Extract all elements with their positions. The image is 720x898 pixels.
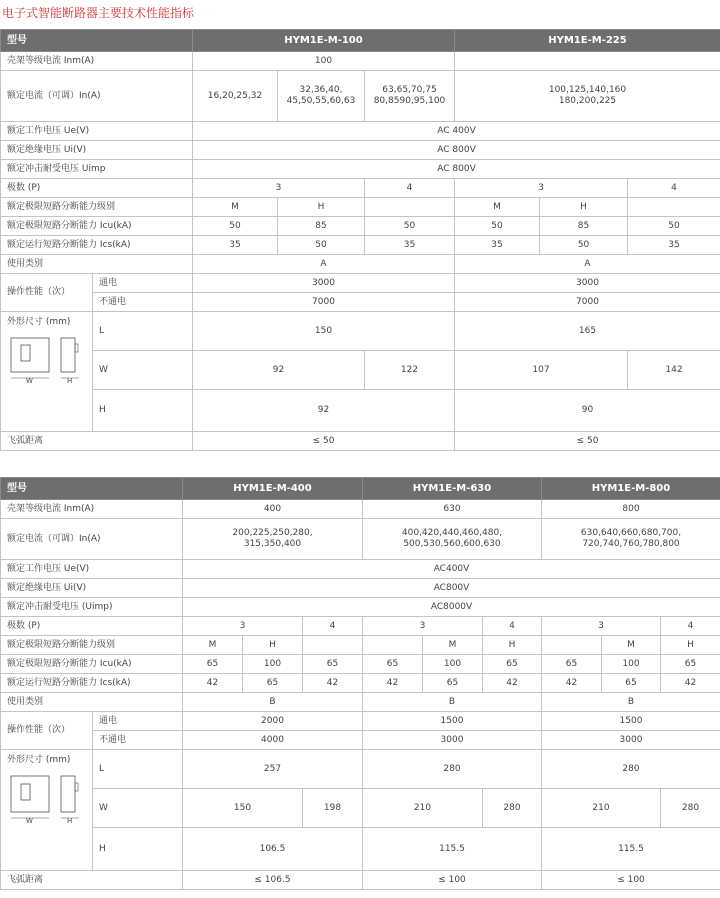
ics-value: 65 <box>243 674 303 693</box>
dim-L-row <box>1 312 720 351</box>
dim-H-value: 115.5 <box>363 828 542 871</box>
rated-voltage-row <box>1 560 720 579</box>
dim-L-value: 280 <box>363 750 542 789</box>
ics-value: 42 <box>661 674 720 693</box>
frame-current-label: 壳架等级电流 Inm(A) <box>1 52 193 71</box>
dim-W-value: 92 <box>193 351 365 390</box>
insulation-voltage-row <box>1 141 720 160</box>
dim-W-value: 280 <box>661 789 720 828</box>
arc-value: ≤ 100 <box>363 871 542 890</box>
non-energized-value: 4000 <box>183 731 363 750</box>
rated-current-100-c: 63,65,70,75 80,8590,95,100 <box>365 71 455 122</box>
arc-label: 飞弧距离 <box>1 871 183 890</box>
icu-value: 50 <box>365 217 455 236</box>
operation-label: 操作性能（次） <box>1 712 93 750</box>
diagram-h-label: H <box>67 377 73 384</box>
ics-value: 35 <box>365 236 455 255</box>
category-row <box>1 693 720 712</box>
impulse-voltage-row <box>1 598 720 617</box>
level-value: H <box>483 636 542 655</box>
level-empty <box>303 636 363 655</box>
icu-value: 100 <box>423 655 483 674</box>
insulation-voltage-label: 额定绝缘电压 Ui(V) <box>1 141 193 160</box>
category-label: 使用类别 <box>1 255 193 274</box>
category-value: B <box>183 693 363 712</box>
spec-table-1 <box>0 29 720 451</box>
dim-W-value: 122 <box>365 351 455 390</box>
rated-current-row <box>1 71 720 122</box>
arc-value: ≤ 50 <box>455 432 720 451</box>
level-value: M <box>183 636 243 655</box>
poles-value: 3 <box>193 179 365 198</box>
impulse-voltage-row <box>1 160 720 179</box>
rated-voltage-value: AC 400V <box>193 122 720 141</box>
poles-value: 3 <box>542 617 661 636</box>
level-empty <box>628 198 720 217</box>
ics-value: 65 <box>423 674 483 693</box>
frame-current-label: 壳架等级电流 Inm(A) <box>1 500 183 519</box>
rated-current-100-b: 32,36,40, 45,50,55,60,63 <box>278 71 365 122</box>
dim-W-row <box>1 789 720 828</box>
insulation-voltage-value: AC 800V <box>193 141 720 160</box>
poles-row <box>1 179 720 198</box>
model-630: HYM1E-M-630 <box>363 478 542 500</box>
level-value: M <box>455 198 540 217</box>
icu-label: 额定极限短路分断能力 Icu(kA) <box>1 217 193 236</box>
frame-current-row <box>1 500 720 519</box>
poles-label: 极数 (P) <box>1 617 183 636</box>
level-empty <box>363 636 423 655</box>
dim-W-value: 150 <box>183 789 303 828</box>
ics-value: 42 <box>483 674 542 693</box>
rated-current-800: 630,640,660,680,700, 720,740,760,780,800 <box>542 519 720 560</box>
model-800: HYM1E-M-800 <box>542 478 720 500</box>
dim-H-label: H <box>93 828 183 871</box>
poles-value: 4 <box>365 179 455 198</box>
category-label: 使用类别 <box>1 693 183 712</box>
frame-current-100: 100 <box>193 52 455 71</box>
rated-current-row <box>1 519 720 560</box>
poles-label: 极数 (P) <box>1 179 193 198</box>
ics-value: 42 <box>542 674 602 693</box>
dim-L-label: L <box>93 312 193 351</box>
spec-table-2 <box>0 477 720 890</box>
model-400: HYM1E-M-400 <box>183 478 363 500</box>
breaking-level-label: 额定极限短路分断能力级别 <box>1 198 193 217</box>
category-value: A <box>455 255 720 274</box>
ics-value: 35 <box>455 236 540 255</box>
poles-value: 4 <box>661 617 720 636</box>
non-energized-row <box>1 731 720 750</box>
category-value: B <box>363 693 542 712</box>
dim-L-value: 150 <box>193 312 455 351</box>
arc-row <box>1 871 720 890</box>
diagram-w-label: W <box>26 817 33 824</box>
icu-row <box>1 655 720 674</box>
dim-L-label: L <box>93 750 183 789</box>
energized-row <box>1 712 720 731</box>
icu-value: 65 <box>183 655 243 674</box>
non-energized-label: 不通电 <box>93 293 193 312</box>
ics-label: 额定运行短路分断能力 Ics(kA) <box>1 236 193 255</box>
poles-row <box>1 617 720 636</box>
energized-value: 3000 <box>193 274 455 293</box>
impulse-voltage-value: AC8000V <box>183 598 720 617</box>
category-value: A <box>193 255 455 274</box>
icu-value: 85 <box>278 217 365 236</box>
energized-label: 通电 <box>93 712 183 731</box>
model-100: HYM1E-M-100 <box>193 30 455 52</box>
energized-value: 1500 <box>542 712 720 731</box>
level-empty <box>365 198 455 217</box>
diagram-h-label: H <box>67 817 73 824</box>
dim-H-row <box>1 828 720 871</box>
icu-value: 100 <box>602 655 661 674</box>
insulation-voltage-value: AC800V <box>183 579 720 598</box>
icu-row <box>1 217 720 236</box>
frame-current-225 <box>455 52 720 71</box>
frame-current-400: 400 <box>183 500 363 519</box>
rated-current-225: 100,125,140,160 180,200,225 <box>455 71 720 122</box>
frame-current-630: 630 <box>363 500 542 519</box>
dim-H-value: 90 <box>455 390 720 432</box>
dim-W-row <box>1 351 720 390</box>
arc-value: ≤ 106.5 <box>183 871 363 890</box>
dim-W-value: 210 <box>363 789 483 828</box>
icu-value: 85 <box>540 217 628 236</box>
energized-label: 通电 <box>93 274 193 293</box>
dim-W-value: 280 <box>483 789 542 828</box>
frame-current-800: 800 <box>542 500 720 519</box>
ics-value: 42 <box>183 674 243 693</box>
dimensions-cell <box>1 750 93 871</box>
dim-H-value: 106.5 <box>183 828 363 871</box>
rated-current-400: 200,225,250,280, 315,350,400 <box>183 519 363 560</box>
ics-value: 42 <box>363 674 423 693</box>
model-label: 型号 <box>1 30 193 52</box>
breaker-dimension-diagram <box>9 336 89 384</box>
ics-label: 额定运行短路分断能力 Ics(kA) <box>1 674 183 693</box>
dim-W-value: 142 <box>628 351 720 390</box>
dim-H-value: 92 <box>193 390 455 432</box>
dim-H-row <box>1 390 720 432</box>
rated-current-label: 额定电流（可调）In(A) <box>1 71 193 122</box>
level-value: M <box>602 636 661 655</box>
dim-H-value: 115.5 <box>542 828 720 871</box>
energized-value: 3000 <box>455 274 720 293</box>
energized-row <box>1 274 720 293</box>
non-energized-value: 3000 <box>542 731 720 750</box>
level-value: H <box>243 636 303 655</box>
dimensions-cell <box>1 312 93 432</box>
arc-value: ≤ 100 <box>542 871 720 890</box>
dim-W-value: 107 <box>455 351 628 390</box>
level-value: H <box>540 198 628 217</box>
rated-voltage-value: AC400V <box>183 560 720 579</box>
icu-value: 100 <box>243 655 303 674</box>
model-row <box>1 30 720 52</box>
non-energized-value: 3000 <box>363 731 542 750</box>
non-energized-value: 7000 <box>455 293 720 312</box>
level-value: M <box>423 636 483 655</box>
icu-value: 50 <box>628 217 720 236</box>
dim-W-label: W <box>93 351 193 390</box>
insulation-voltage-label: 额定绝缘电压 Ui(V) <box>1 579 183 598</box>
level-value: H <box>661 636 720 655</box>
breaking-level-row <box>1 198 720 217</box>
breaker-dimension-diagram <box>9 774 89 824</box>
frame-current-row <box>1 52 720 71</box>
icu-value: 65 <box>363 655 423 674</box>
poles-value: 3 <box>363 617 483 636</box>
non-energized-row <box>1 293 720 312</box>
dimensions-label: 外形尺寸 (mm) <box>7 317 71 327</box>
poles-value: 4 <box>303 617 363 636</box>
poles-value: 4 <box>483 617 542 636</box>
model-row <box>1 478 720 500</box>
dimensions-label: 外形尺寸 (mm) <box>7 755 71 765</box>
dim-W-value: 210 <box>542 789 661 828</box>
impulse-voltage-value: AC 800V <box>193 160 720 179</box>
dim-L-value: 257 <box>183 750 363 789</box>
non-energized-value: 7000 <box>193 293 455 312</box>
ics-value: 50 <box>278 236 365 255</box>
ics-row <box>1 236 720 255</box>
poles-value: 3 <box>455 179 628 198</box>
non-energized-label: 不通电 <box>93 731 183 750</box>
dim-H-label: H <box>93 390 193 432</box>
icu-value: 65 <box>483 655 542 674</box>
ics-value: 65 <box>602 674 661 693</box>
category-value: B <box>542 693 720 712</box>
diagram-w-label: W <box>26 377 33 384</box>
dim-W-value: 198 <box>303 789 363 828</box>
level-value: M <box>193 198 278 217</box>
dim-W-label: W <box>93 789 183 828</box>
icu-value: 65 <box>661 655 720 674</box>
icu-value: 65 <box>303 655 363 674</box>
arc-value: ≤ 50 <box>193 432 455 451</box>
impulse-voltage-label: 额定冲击耐受电压 Uimp <box>1 160 193 179</box>
ics-value: 35 <box>193 236 278 255</box>
breaking-level-row <box>1 636 720 655</box>
level-value: H <box>278 198 365 217</box>
page-title: 电子式智能断路器主要技术性能指标 <box>2 6 195 20</box>
arc-row <box>1 432 720 451</box>
model-label: 型号 <box>1 478 183 500</box>
rated-voltage-row <box>1 122 720 141</box>
energized-value: 1500 <box>363 712 542 731</box>
dim-L-value: 280 <box>542 750 720 789</box>
rated-voltage-label: 额定工作电压 Ue(V) <box>1 560 183 579</box>
ics-value: 35 <box>628 236 720 255</box>
dim-L-value: 165 <box>455 312 720 351</box>
impulse-voltage-label: 额定冲击耐受电压 (Uimp) <box>1 598 183 617</box>
icu-value: 50 <box>193 217 278 236</box>
operation-label: 操作性能（次） <box>1 274 93 312</box>
rated-current-label: 额定电流（可调）In(A) <box>1 519 183 560</box>
dim-L-row <box>1 750 720 789</box>
rated-current-630: 400,420,440,460,480, 500,530,560,600,630 <box>363 519 542 560</box>
energized-value: 2000 <box>183 712 363 731</box>
ics-row <box>1 674 720 693</box>
icu-value: 50 <box>455 217 540 236</box>
category-row <box>1 255 720 274</box>
poles-value: 3 <box>183 617 303 636</box>
rated-voltage-label: 额定工作电压 Ue(V) <box>1 122 193 141</box>
level-empty <box>542 636 602 655</box>
ics-value: 50 <box>540 236 628 255</box>
insulation-voltage-row <box>1 579 720 598</box>
model-225: HYM1E-M-225 <box>455 30 720 52</box>
arc-label: 飞弧距离 <box>1 432 193 451</box>
icu-value: 65 <box>542 655 602 674</box>
icu-label: 额定极限短路分断能力 Icu(kA) <box>1 655 183 674</box>
breaking-level-label: 额定极限短路分断能力级别 <box>1 636 183 655</box>
ics-value: 42 <box>303 674 363 693</box>
rated-current-100-a: 16,20,25,32 <box>193 71 278 122</box>
poles-value: 4 <box>628 179 720 198</box>
